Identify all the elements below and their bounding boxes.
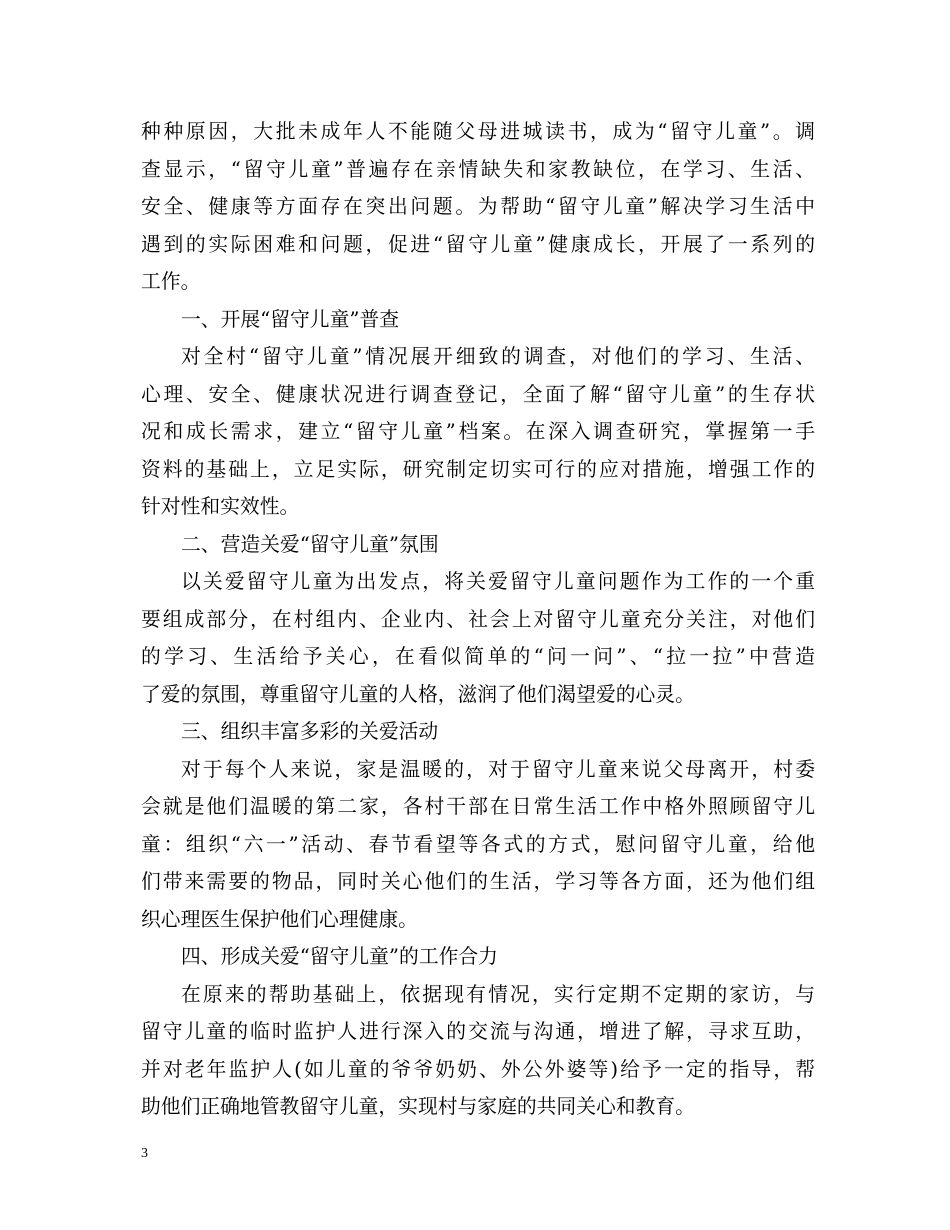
- section-heading: 一、开展“留守儿童”普查: [181, 307, 400, 331]
- text-line: 了爱的氛围，尊重留守儿童的人格，滋润了他们渴望爱的心灵。: [141, 682, 695, 706]
- text-line: 对于每个人来说，家是温暖的，对于留守儿童来说父母离开，村委: [181, 757, 815, 781]
- text-line: 会就是他们温暖的第二家，各村干部在日常生活工作中格外照顾留守儿: [141, 795, 815, 818]
- text-line: 并对老年监护人(如儿童的爷爷奶奶、外公外婆等)给予一定的指导，帮: [141, 1057, 815, 1081]
- text-line: 童：组织“六一”活动、春节看望等各式的方式，慰问留守儿童，给他: [141, 832, 815, 856]
- text-line: 以关爱留守儿童为出发点，将关爱留守儿童问题作为工作的一个重: [181, 570, 815, 593]
- text-line: 资料的基础上，立足实际，研究制定切实可行的应对措施，增强工作的: [141, 457, 815, 481]
- text-line: 种种原因，大批未成年人不能随父母进城读书，成为“留守儿童”。调: [141, 120, 815, 143]
- text-line: 在原来的帮助基础上，依据现有情况，实行定期不定期的家访，与: [181, 982, 815, 1006]
- text-line: 针对性和实效性。: [141, 495, 300, 518]
- text-line: 的学习、生活给予关心，在看似简单的“问一问”、“拉一拉”中营造: [141, 645, 815, 668]
- section-heading: 四、形成关爱“留守儿童”的工作合力: [181, 945, 498, 968]
- text-line: 心理、安全、健康状况进行调查登记，全面了解“留守儿童”的生存状: [141, 382, 815, 406]
- text-line: 查显示，“留守儿童”普遍存在亲情缺失和家教缺位，在学习、生活、: [141, 157, 815, 181]
- text-line: 安全、健康等方面存在突出问题。为帮助“留守儿童”解决学习生活中: [141, 195, 815, 218]
- page-number: 3: [141, 1146, 148, 1161]
- text-line: 留守儿童的临时监护人进行深入的交流与沟通，增进了解，寻求互助，: [141, 1020, 815, 1043]
- text-line: 要组成部分，在村组内、企业内、社会上对留守儿童充分关注，对他们: [141, 607, 815, 631]
- text-line: 工作。: [141, 270, 201, 293]
- text-line: 况和成长需求，建立“留守儿童”档案。在深入调查研究，掌握第一手: [141, 420, 815, 443]
- text-line: 们带来需要的物品，同时关心他们的生活，学习等各方面，还为他们组: [141, 870, 815, 893]
- text-line: 遇到的实际困难和问题，促进“留守儿童”健康成长，开展了一系列的: [141, 232, 815, 256]
- text-line: 对全村“留守儿童”情况展开细致的调查，对他们的学习、生活、: [181, 345, 815, 368]
- section-heading: 二、营造关爱“留守儿童”氛围: [181, 532, 439, 556]
- document-body: [141, 113, 815, 1126]
- text-line: 助他们正确地管教留守儿童，实现村与家庭的共同关心和教育。: [141, 1095, 695, 1118]
- section-heading: 三、组织丰富多彩的关爱活动: [181, 720, 439, 743]
- text-line: 织心理医生保护他们心理健康。: [141, 907, 418, 931]
